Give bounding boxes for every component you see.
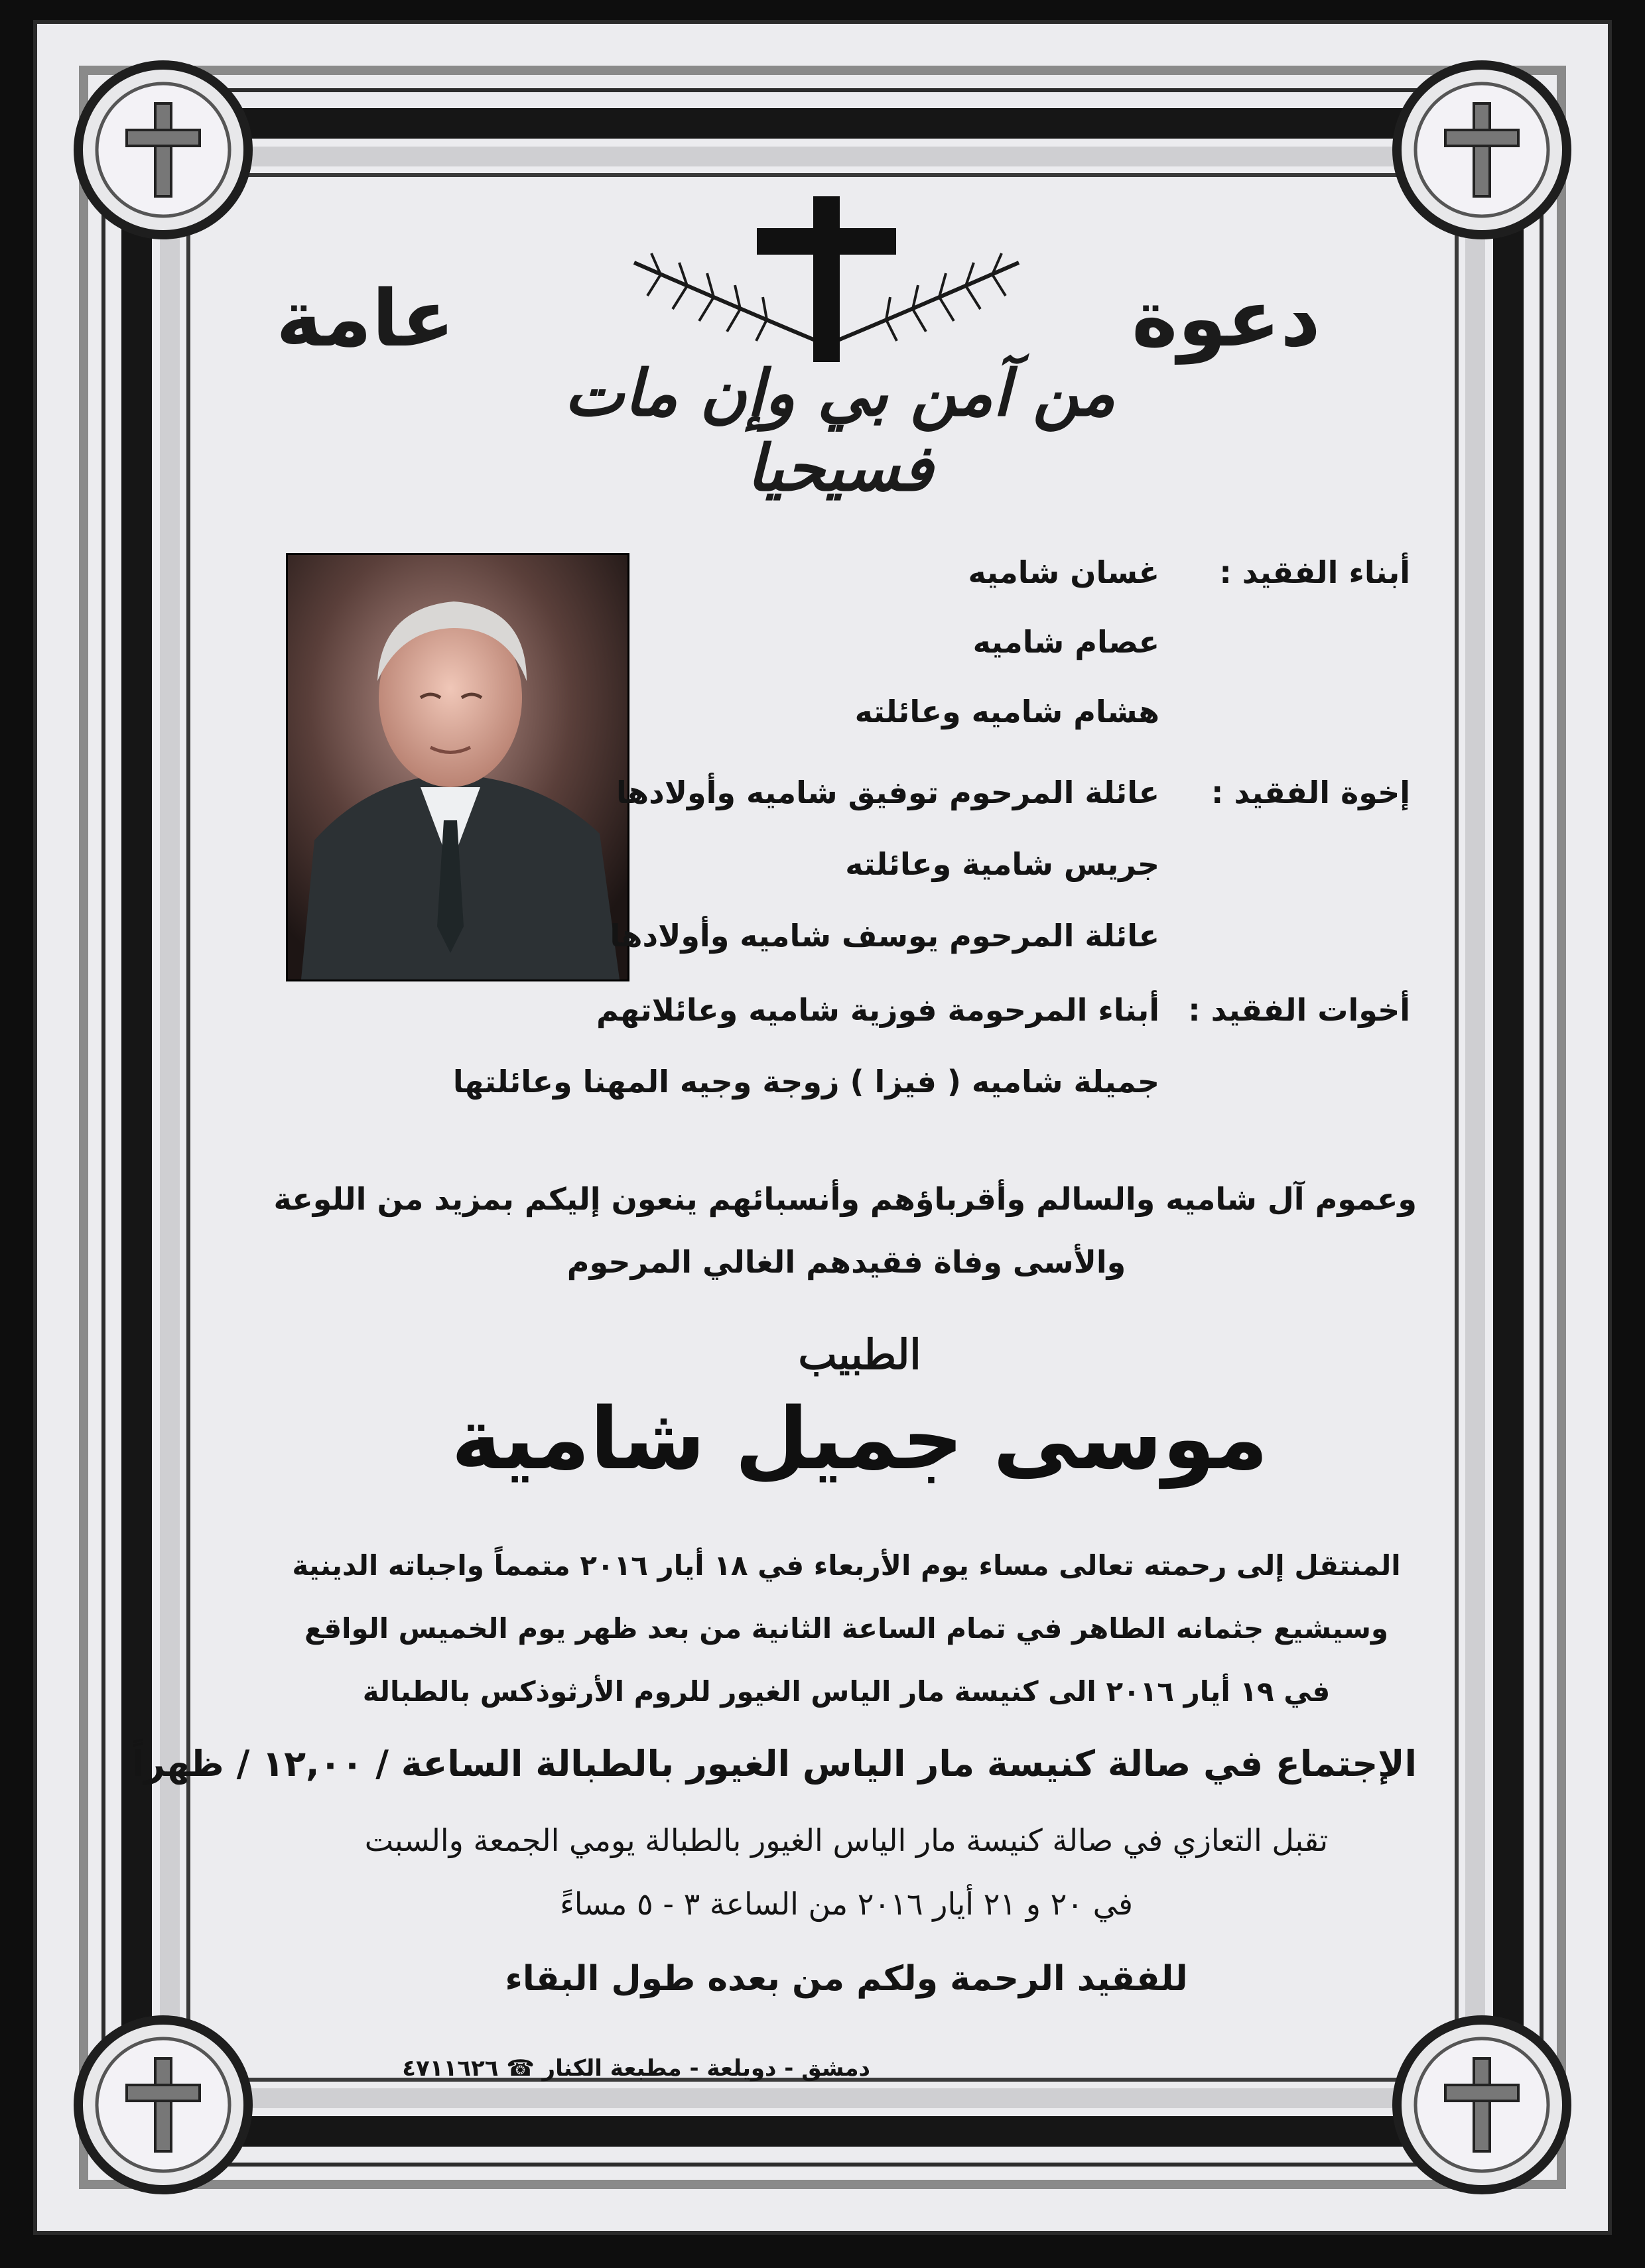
title-invitation: دعوة — [1132, 273, 1321, 364]
condolences-line: تقبل التعازي في صالة كنيسة مار الياس الغيور بالطبالة يومي الجمعة والسبت — [364, 1822, 1329, 1858]
details-line: في ١٩ أيار ٢٠١٦ الى كنيسة مار الياس الغيور للروم الأرثوذكس بالطبالة — [362, 1675, 1331, 1708]
corner-cross-icon — [64, 50, 263, 249]
announcement-line: والأسى وفاة فقيدهم الغالي المرحوم — [566, 1244, 1126, 1280]
details-line: المنتقل إلى رحمته تعالى مساء يوم الأربعاء في ١٨ أيار ٢٠١٦ متمماً واجباته الدينية — [292, 1549, 1401, 1582]
family-name: عصام شاميه — [972, 624, 1159, 660]
deceased-photo — [286, 553, 629, 981]
family-name: غسان شاميه — [968, 554, 1159, 590]
corner-cross-icon — [64, 2005, 263, 2204]
family-name: هشام شاميه وعائلته — [854, 694, 1159, 729]
title-general: عامة — [276, 273, 455, 364]
portrait-image — [288, 555, 627, 979]
condolences-line: في ٢٠ و ٢١ أيار ٢٠١٦ من الساعة ٣ - ٥ مساءً — [560, 1886, 1133, 1922]
details-line: وسيشيع جثمانه الطاهر في تمام الساعة الثانية من بعد ظهر يوم الخميس الواقع — [304, 1612, 1389, 1645]
meeting-line: الإجتماع في صالة كنيسة مار الياس الغيور بالطبالة الساعة / ١٢,٠٠ / ظهراً — [132, 1743, 1417, 1785]
family-name: أبناء المرحومة فوزية شاميه وعائلاتهم — [596, 992, 1159, 1028]
obituary-sheet — [33, 20, 1612, 2235]
brothers-label: إخوة الفقيد : — [1211, 775, 1410, 810]
family-name: عائلة المرحوم توفيق شاميه وأولادها — [616, 775, 1159, 810]
scripture-verse: من آمن بي وإن مات فسيحيا — [564, 355, 1116, 505]
sons-label: أبناء الفقيد : — [1219, 554, 1410, 590]
family-name: جريس شامية وعائلته — [845, 846, 1159, 882]
printer-credit — [402, 2055, 870, 2082]
corner-cross-icon — [1382, 2005, 1581, 2204]
sisters-label: أخوات الفقيد : — [1188, 992, 1410, 1028]
closing-line: للفقيد الرحمة ولكم من بعده طول البقاء — [505, 1959, 1188, 1999]
corner-cross-icon — [1382, 50, 1581, 249]
phone-icon: ☎ — [506, 2055, 535, 2082]
printer-name: دمشق - دويلعة - مطبعة الكنار — [542, 2055, 870, 2082]
deceased-name: موسى جميل شامية — [451, 1390, 1268, 1489]
deceased-title: الطبيب — [798, 1330, 921, 1379]
cross-with-palms-icon — [621, 190, 1032, 375]
announcement-line: وعموم آل شاميه والسالم وأقرباؤهم وأنسبائهم ينعون إليكم بمزيد من اللوعة — [273, 1181, 1417, 1217]
printer-phone: ٤٧١١٦٢٦ — [402, 2055, 499, 2082]
family-name: عائلة المرحوم يوسف شاميه وأولادها — [610, 918, 1159, 954]
family-name: جميلة شاميه ( فيزا ) زوجة وجيه المهنا وعائلتها — [452, 1064, 1159, 1100]
